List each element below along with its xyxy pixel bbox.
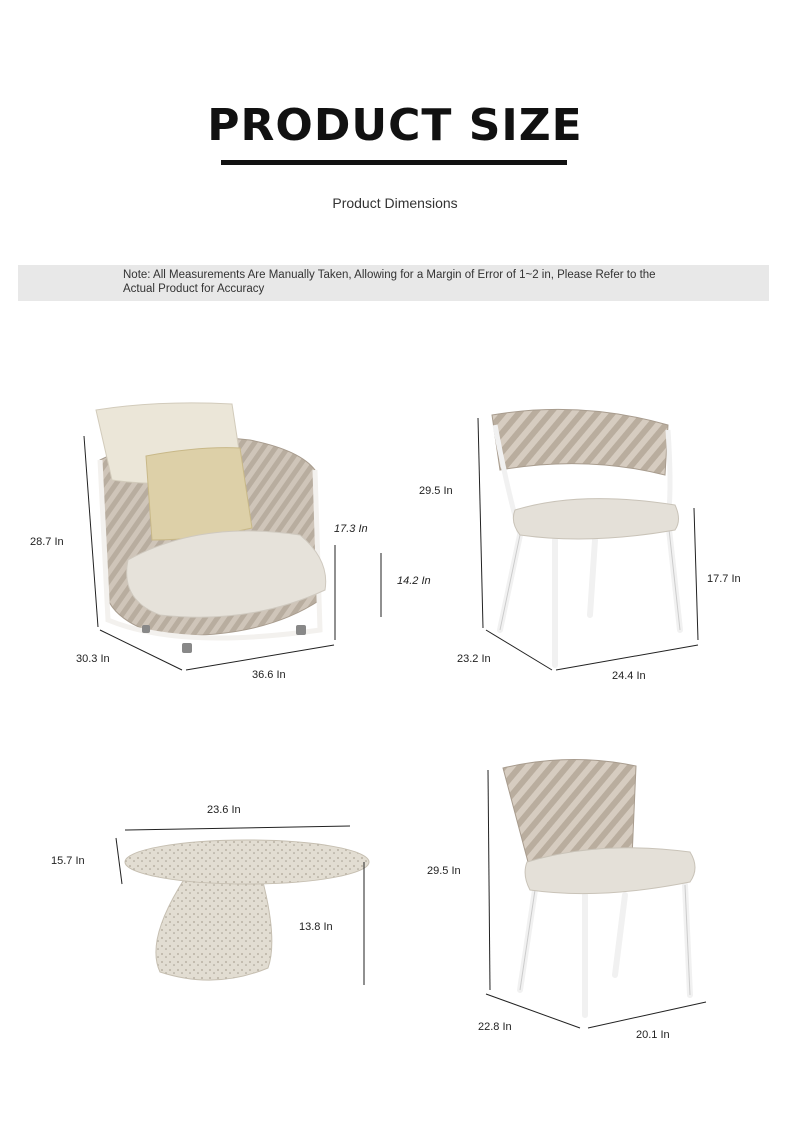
lounge-depth-label: 30.3 In bbox=[76, 653, 110, 665]
table-height-label: 13.8 In bbox=[299, 921, 333, 933]
armchair-seat-height-label: 17.7 In bbox=[707, 573, 741, 585]
armchair-width-label: 24.4 In bbox=[612, 670, 646, 682]
coffee-table-illustration bbox=[40, 815, 390, 995]
armchair-illustration bbox=[450, 395, 760, 685]
page-title: PRODUCT SIZE bbox=[207, 100, 583, 151]
table-diameter-label: 23.6 In bbox=[207, 804, 241, 816]
lounge-seat-height-label: 14.2 In bbox=[397, 575, 431, 587]
side-chair-width-label: 20.1 In bbox=[636, 1029, 670, 1041]
armchair-height-label: 29.5 In bbox=[419, 485, 453, 497]
table-top-thickness-label: 15.7 In bbox=[51, 855, 85, 867]
note-banner bbox=[18, 265, 769, 301]
note-text: Note: All Measurements Are Manually Taken, Allowing for a Margin of Error of 1~2 in, Please Refer to the Actual Product for Accuracy bbox=[123, 269, 656, 295]
side-chair-illustration bbox=[460, 750, 770, 1050]
side-chair-height-label: 29.5 In bbox=[427, 865, 461, 877]
title-underline bbox=[221, 160, 567, 165]
lounge-height-label: 28.7 In bbox=[30, 536, 64, 548]
page-subtitle: Product Dimensions bbox=[332, 195, 458, 211]
side-chair-depth-label: 22.8 In bbox=[478, 1021, 512, 1033]
armchair-depth-label: 23.2 In bbox=[457, 653, 491, 665]
lounge-arm-height-label: 17.3 In bbox=[334, 523, 368, 535]
lounge-width-label: 36.6 In bbox=[252, 669, 286, 681]
